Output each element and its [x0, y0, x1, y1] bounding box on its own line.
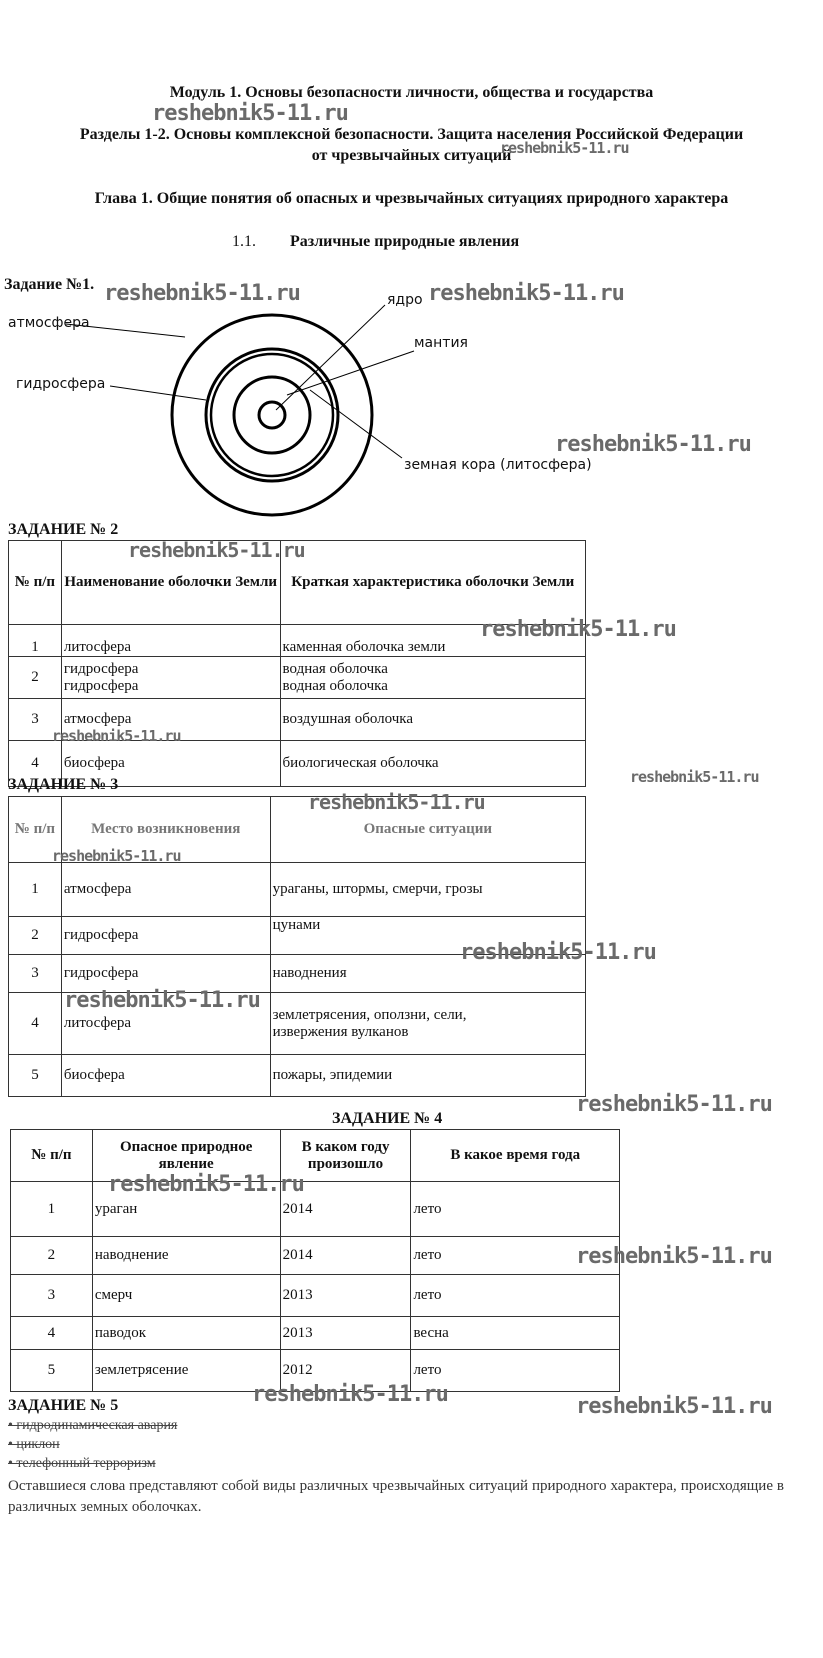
task4-title: ЗАДАНИЕ № 4 — [332, 1110, 443, 1127]
label-hydrosphere: гидросфера — [16, 376, 106, 392]
watermark: reshebnik5-11.ru — [52, 727, 181, 745]
table-header: Опасные ситуации — [270, 797, 585, 863]
subsection-title: Различные природные явления — [290, 233, 520, 250]
sections-title-line1: Разделы 1-2. Основы комплексной безопасности. Защита населения Российской Федерации — [79, 126, 744, 143]
sections-title-line2: от чрезвычайных ситуаций — [311, 147, 512, 164]
watermark: reshebnik5-11.ru — [64, 988, 260, 1013]
table-header: В какое время года — [411, 1130, 620, 1182]
watermark: reshebnik5-11.ru — [52, 847, 181, 865]
watermark: reshebnik5-11.ru — [480, 617, 676, 642]
table-row: 2 наводнение 2014 лето — [11, 1237, 620, 1275]
table-row: 2 гидросфера гидросфера водная оболочка водная оболочка — [9, 657, 586, 699]
table-row: 3 гидросфера наводнения — [9, 955, 586, 993]
label-crust: земная кора (литосфера) — [404, 457, 592, 473]
struck-item: • телефонный терроризм — [8, 1456, 156, 1471]
module-title: Модуль 1. Основы безопасности личности, общества и государства — [169, 84, 654, 101]
label-core: ядро — [387, 292, 423, 308]
table-header: № п/п — [9, 797, 62, 863]
table-row: 3 атмосфера воздушная оболочка — [9, 699, 586, 741]
label-mantle: мантия — [414, 335, 468, 351]
table-row: 1 литосфера каменная оболочка земли — [9, 625, 586, 657]
watermark: reshebnik5-11.ru — [108, 1172, 304, 1197]
struck-item: • циклон — [8, 1437, 60, 1452]
task5-title: ЗАДАНИЕ № 5 — [8, 1397, 119, 1414]
watermark: reshebnik5-11.ru — [460, 940, 656, 965]
watermark: reshebnik5-11.ru — [104, 281, 300, 306]
task2-table — [8, 540, 586, 787]
task5-text: Оставшиеся слова представляют собой виды различных чрезвычайных ситуаций природного характера, происходящие в различных земных оболочках. — [8, 1478, 784, 1515]
watermark: reshebnik5-11.ru — [576, 1394, 772, 1419]
watermark: reshebnik5-11.ru — [308, 790, 485, 814]
table-header: № п/п — [11, 1130, 93, 1182]
table-header: В каком году произошло — [280, 1130, 411, 1182]
table-row: 3 смерч 2013 лето — [11, 1275, 620, 1317]
table-header: Наименование оболочки Земли — [61, 541, 280, 625]
core-circle — [259, 402, 285, 428]
watermark: reshebnik5-11.ru — [152, 101, 348, 126]
task3-title: ЗАДАНИЕ № 3 — [8, 776, 119, 793]
table-row: 4 паводок 2013 весна — [11, 1317, 620, 1350]
watermark: reshebnik5-11.ru — [252, 1382, 448, 1407]
hydrosphere-pointer — [110, 386, 206, 400]
table-row: 5 землетрясение 2012 лето — [11, 1350, 620, 1392]
table-header: Место возникновения — [61, 797, 270, 863]
task1-title: Задание №1. — [4, 276, 95, 293]
table-row: 1 атмосфера ураганы, штормы, смерчи, грозы — [9, 863, 586, 917]
watermark: reshebnik5-11.ru — [576, 1244, 772, 1269]
task2-title: ЗАДАНИЕ № 2 — [8, 521, 119, 538]
table-row: 1 ураган 2014 лето — [11, 1182, 620, 1237]
watermark: reshebnik5-11.ru — [500, 139, 629, 157]
atmosphere-circle — [172, 315, 372, 515]
chapter-title: Глава 1. Общие понятия об опасных и чрезвычайных ситуациях природного характера — [94, 190, 729, 207]
watermark: reshebnik5-11.ru — [555, 432, 751, 457]
table-row: 5 биосфера пожары, эпидемии — [9, 1055, 586, 1097]
table-header: Опасное природное явление — [92, 1130, 280, 1182]
watermark: reshebnik5-11.ru — [576, 1092, 772, 1117]
table-header: № п/п — [9, 541, 62, 625]
struck-item: • гидродинамическая авария — [8, 1418, 178, 1433]
watermark: reshebnik5-11.ru — [128, 538, 305, 562]
task4-table — [10, 1129, 620, 1392]
table-header: Краткая характеристика оболочки Земли — [280, 541, 585, 625]
label-atmosphere: атмосфера — [8, 315, 90, 331]
table-row: 2 гидросфера цунами — [9, 917, 586, 955]
table-row: 4 биосфера биологическая оболочка — [9, 741, 586, 787]
table-row: 4 литосфера землетрясения, оползни, сели, извержения вулканов — [9, 993, 586, 1055]
watermark: reshebnik5-11.ru — [630, 768, 759, 786]
subsection-number: 1.1. — [232, 233, 256, 250]
watermark: reshebnik5-11.ru — [428, 281, 624, 306]
